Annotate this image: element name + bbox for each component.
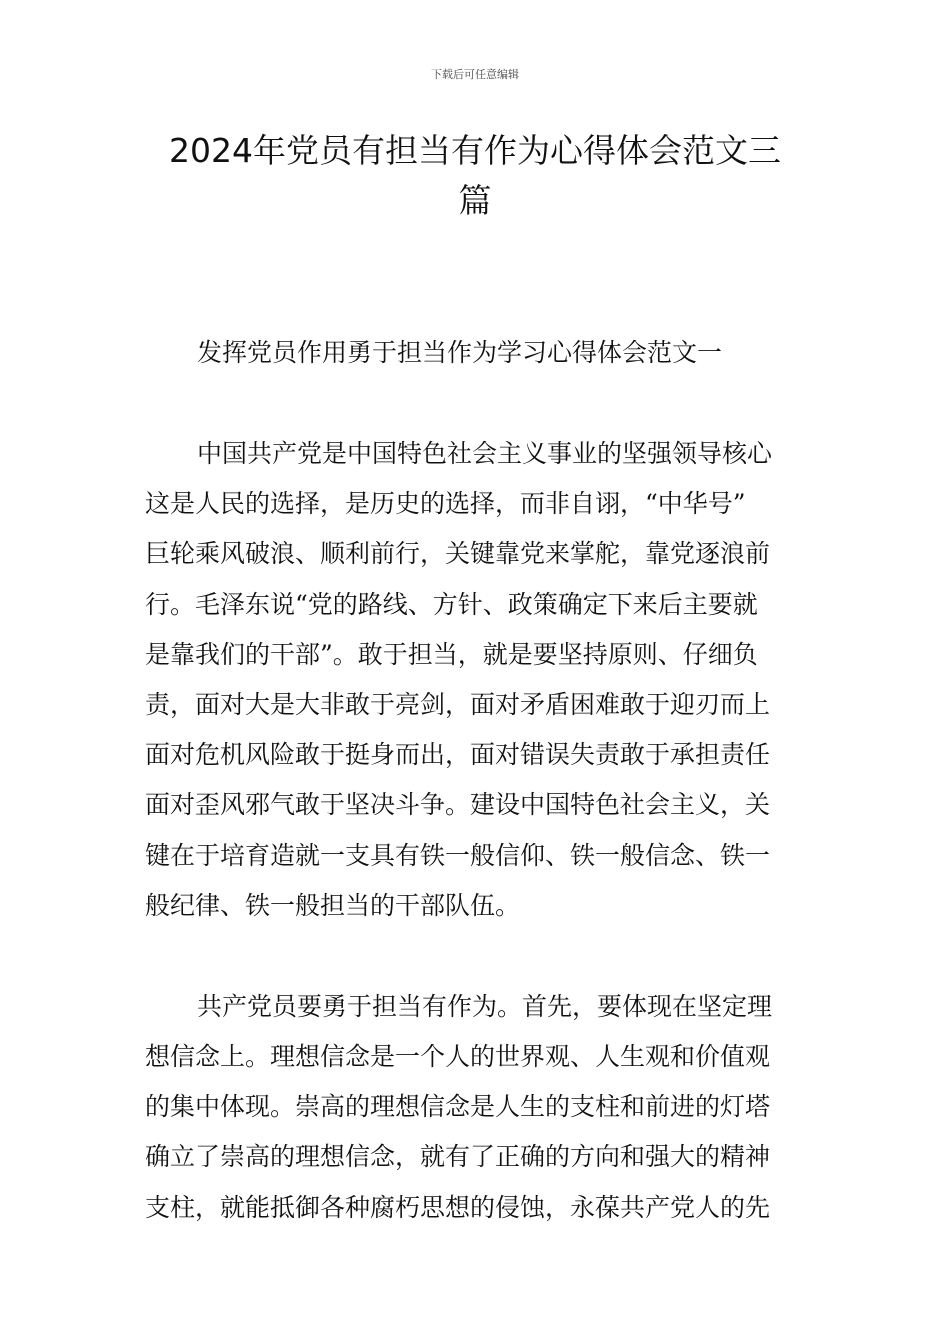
paragraph-line: 确立了崇高的理想信念，就有了正确的方向和强大的精神 bbox=[145, 1142, 771, 1172]
document-title bbox=[145, 126, 805, 226]
paragraph-line: 巨轮乘风破浪、顺利前行，关键靠党来掌舵，靠党逐浪前 bbox=[145, 539, 771, 569]
paragraph-line: 责，面对大是大非敢于亮剑，面对矛盾困难敢于迎刃而上 bbox=[145, 689, 771, 719]
paragraph-line: 这是人民的选择，是历史的选择，而非自诩，“中华号” bbox=[145, 489, 746, 519]
paragraph-line: 的集中体现。崇高的理想信念是人生的支柱和前进的灯塔 bbox=[145, 1092, 771, 1122]
header-note: 下载后可任意编辑 bbox=[431, 68, 519, 81]
paragraph-1 bbox=[145, 429, 805, 931]
paragraph-line: 键在于培育造就一支具有铁一般信仰、铁一般信念、铁一 bbox=[145, 840, 771, 870]
paragraph-line: 般纪律、铁一般担当的干部队伍。 bbox=[145, 890, 521, 920]
paragraph-line: 共产党员要勇于担当有作为。首先，要体现在坚定理 bbox=[197, 991, 773, 1021]
title-line-1: 2024年党员有担当有作为心得体会范文三 bbox=[169, 131, 781, 170]
paragraph-line: 想信念上。理想信念是一个人的世界观、人生观和价值观 bbox=[145, 1042, 771, 1072]
paragraph-line: 支柱，就能抵御各种腐朽思想的侵蚀，永葆共产党人的先 bbox=[145, 1192, 771, 1222]
paragraph-2 bbox=[145, 982, 805, 1233]
document-body bbox=[145, 328, 805, 1284]
paragraph-line: 中国共产党是中国特色社会主义事业的坚强领导核心 bbox=[197, 439, 773, 468]
paragraph-line: 面对危机风险敢于挺身而出，面对错误失责敢于承担责任 bbox=[145, 740, 771, 770]
paragraph-line: 是靠我们的干部”。敢于担当，就是要坚持原则、仔细负 bbox=[145, 639, 758, 669]
paragraph-line: 面对歪风邪气敢于坚决斗争。建设中国特色社会主义，关 bbox=[145, 790, 771, 820]
section-subheading: 发挥党员作用勇于担当作为学习心得体会范文一 bbox=[197, 338, 723, 367]
title-line-2: 篇 bbox=[458, 181, 492, 220]
paragraph-line: 行。毛泽东说“党的路线、方针、政策确定下来后主要就 bbox=[145, 589, 758, 619]
